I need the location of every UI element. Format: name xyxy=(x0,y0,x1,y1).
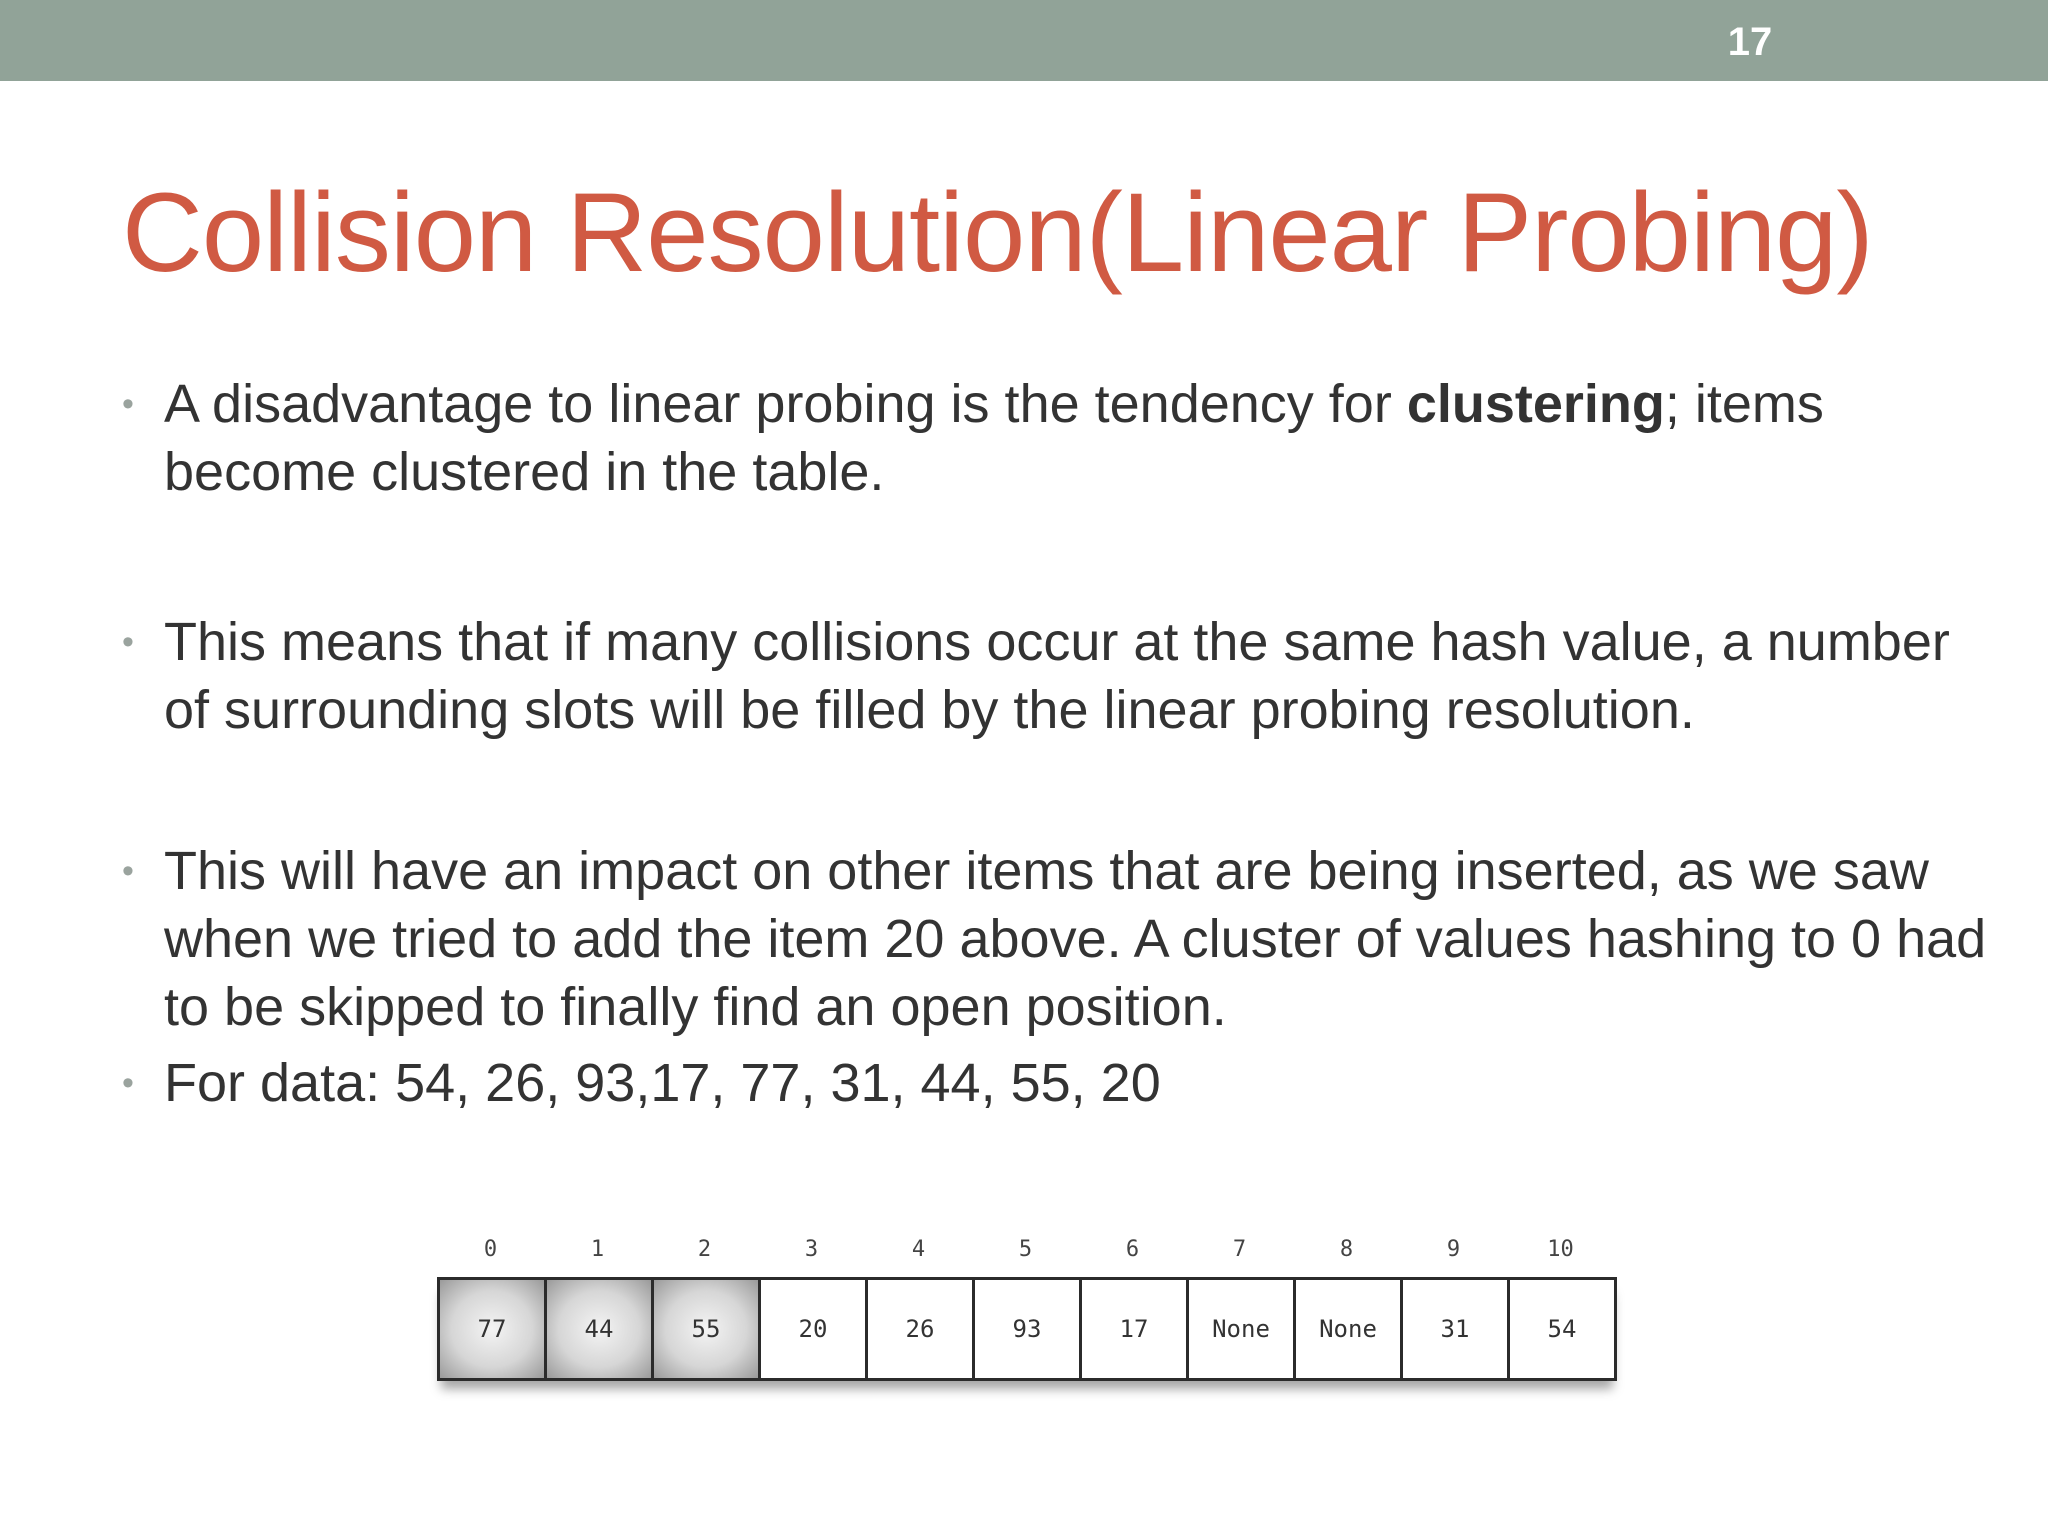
bullet-data xyxy=(120,1049,1990,1117)
slot-index-label: 0 xyxy=(483,1237,498,1262)
hash-slot: None xyxy=(1189,1280,1296,1378)
hash-slot: 17 xyxy=(1082,1280,1189,1378)
slide-title: Collision Resolution(Linear Probing) xyxy=(122,170,1873,295)
bullet-marker: • xyxy=(122,1064,134,1102)
bullet-marker: • xyxy=(122,623,134,661)
hash-slot: 44 xyxy=(547,1280,654,1378)
slot-index-label: 3 xyxy=(804,1237,819,1262)
slot-index-label: 7 xyxy=(1232,1237,1247,1262)
bullet-clustering xyxy=(120,370,1990,506)
slot-index-label: 1 xyxy=(590,1237,605,1262)
bold-term-clustering: clustering xyxy=(1406,374,1665,434)
bullet-marker: • xyxy=(122,852,134,890)
hash-slot: 31 xyxy=(1403,1280,1510,1378)
slot-index-label: 4 xyxy=(911,1237,926,1262)
hash-slot: 55 xyxy=(654,1280,761,1378)
index-row xyxy=(437,1237,1617,1277)
slot-index-label: 10 xyxy=(1547,1237,1574,1262)
bullet-text: This will have an impact on other items that are being inserted, as we saw when we tried to add the item 20 above. A cluster of values hashing to 0 had to be skipped to finally find an open position. xyxy=(164,841,1987,1037)
hash-slot: 93 xyxy=(975,1280,1082,1378)
bullet-text: This means that if many collisions occur at the same hash value, a number of surrounding slots will be filled by the linear probing resolution. xyxy=(164,612,1950,740)
bullet-impact xyxy=(120,837,1990,1041)
slot-index-label: 9 xyxy=(1446,1237,1461,1262)
hash-slot: 26 xyxy=(868,1280,975,1378)
slot-index-label: 6 xyxy=(1125,1237,1140,1262)
hash-slot: 20 xyxy=(761,1280,868,1378)
bullet-text-after: ; items become clustered in the table. xyxy=(164,374,1824,502)
hash-slot: None xyxy=(1296,1280,1403,1378)
bullet-text-before: A disadvantage to linear probing is the tendency for xyxy=(164,374,1407,434)
bullet-collisions xyxy=(120,608,1990,744)
top-bar xyxy=(0,0,2048,81)
slot-index-label: 8 xyxy=(1339,1237,1354,1262)
slide-number: 17 xyxy=(1727,20,1773,64)
bullet-marker: • xyxy=(122,385,134,423)
hash-slot: 77 xyxy=(440,1280,547,1378)
slot-index-label: 2 xyxy=(697,1237,712,1262)
slot-index-label: 5 xyxy=(1018,1237,1033,1262)
bullet-list xyxy=(120,370,1990,1117)
bullet-text: For data: 54, 26, 93,17, 77, 31, 44, 55, 20 xyxy=(164,1053,1161,1113)
slots-row xyxy=(437,1277,1617,1381)
hash-table-diagram xyxy=(437,1237,1617,1381)
hash-slot: 54 xyxy=(1510,1280,1614,1378)
